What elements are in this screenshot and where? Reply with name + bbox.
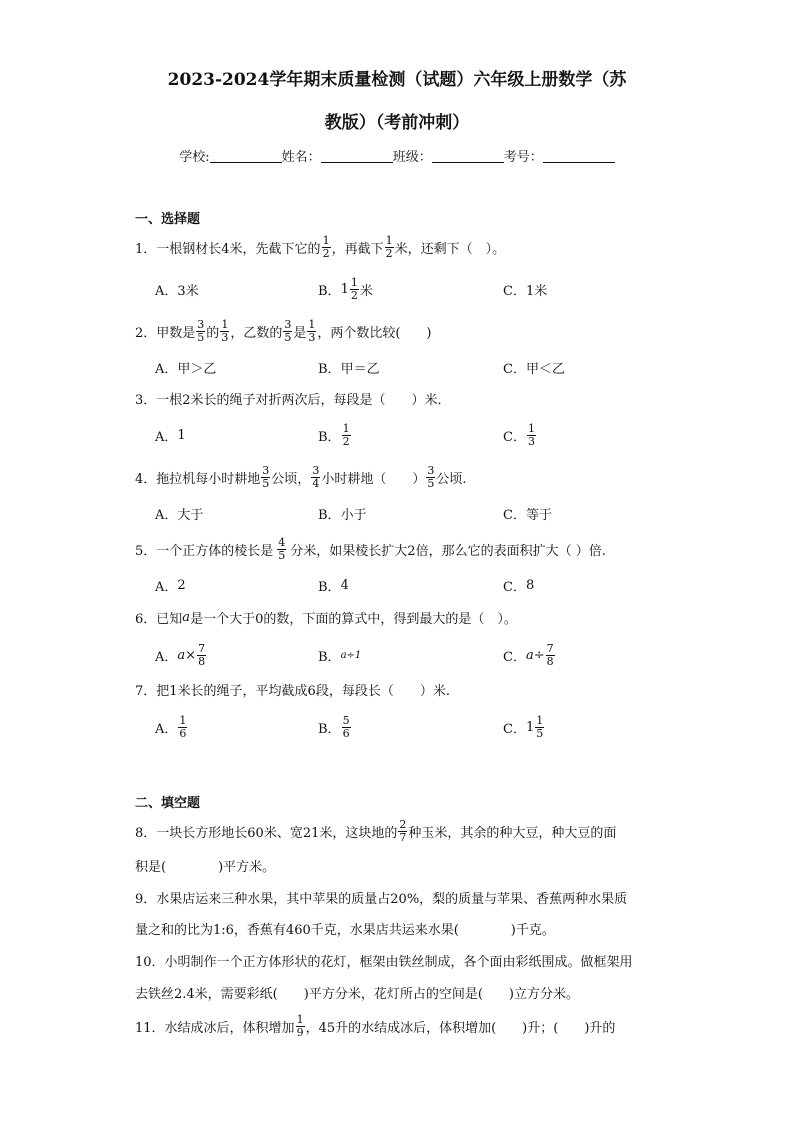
question-text: 小明制作一个正方体形状的花灯，框架由铁丝制成，各个面由彩纸围成。做框架用 (164, 954, 633, 970)
fraction (283, 319, 292, 344)
question-text: ，再截下 (331, 241, 384, 257)
options-q5 (155, 570, 655, 600)
option-c[interactable] (503, 352, 565, 382)
fraction (197, 643, 206, 668)
id-label: 考号： (503, 150, 543, 165)
option-text: 甲＝乙 (340, 361, 380, 377)
option-c[interactable] (503, 420, 537, 450)
numerator: 1 (385, 233, 393, 247)
variable-a: a (182, 609, 191, 625)
numerator: 1 (322, 233, 330, 247)
option-label: C． (503, 649, 526, 665)
question-9-line2: 量之和的比为1:6，香蕉有460千克，水果店共运来水果( )千克。 (135, 922, 555, 938)
question-number: 2． (135, 325, 157, 341)
question-8-line1 (135, 818, 665, 844)
question-6 (135, 602, 517, 632)
numerator: 2 (399, 817, 407, 831)
denominator: 2 (385, 246, 393, 260)
question-5 (135, 534, 606, 564)
denominator: 9 (296, 1025, 304, 1039)
numerator: 4 (278, 535, 286, 549)
question-number: 8． (135, 825, 157, 841)
option-c[interactable] (503, 712, 545, 742)
option-a[interactable] (155, 498, 203, 528)
question-number: 9． (135, 891, 157, 907)
name-blank[interactable] (321, 150, 393, 163)
school-blank[interactable] (210, 150, 282, 163)
option-text: 大于 (177, 507, 204, 523)
numerator: 7 (546, 641, 554, 655)
name-label: 姓名： (281, 150, 321, 165)
question-text: 拖拉机每小时耕地 (156, 471, 261, 487)
option-label: A． (155, 579, 178, 595)
option-label: A． (155, 507, 178, 523)
fraction (196, 319, 205, 344)
option-a[interactable] (155, 352, 216, 382)
option-text: 8 (525, 577, 535, 593)
option-label: B． (318, 429, 341, 445)
option-whole: 1 (525, 719, 535, 735)
class-blank[interactable] (432, 150, 504, 163)
question-text: 是 (293, 325, 307, 341)
fraction (535, 715, 544, 740)
question-7 (135, 674, 450, 704)
option-text: 甲＞乙 (177, 361, 217, 377)
option-label: A． (155, 649, 178, 665)
numerator: 1 (342, 421, 350, 435)
option-c[interactable] (503, 498, 552, 528)
numerator: 1 (179, 713, 187, 727)
fraction (385, 235, 394, 260)
denominator: 5 (278, 548, 286, 562)
school-label: 学校: (179, 150, 210, 165)
question-text: 甲数是 (156, 325, 196, 341)
option-b[interactable] (318, 352, 380, 382)
option-text: 3米 (177, 283, 199, 299)
numerator: 3 (312, 463, 320, 477)
question-text: 水果店运来三种水果，其中苹果的质量占20%，梨的质量与苹果、香蕉两种水果质 (156, 891, 628, 907)
option-c[interactable] (503, 274, 547, 304)
question-text: ，45升的水结成冰后，体积增加( )升；( )升的 (305, 1020, 616, 1036)
fraction (178, 715, 187, 740)
denominator: 8 (198, 654, 206, 668)
denominator: 2 (342, 434, 350, 448)
option-c[interactable] (503, 570, 534, 600)
option-label: B． (318, 507, 341, 523)
option-label: C． (503, 283, 526, 299)
question-number: 6． (135, 611, 157, 627)
option-label: C． (503, 579, 526, 595)
options-q6 (155, 640, 655, 670)
section-title-fill: 二、填空题 (135, 796, 201, 811)
option-label: B． (318, 649, 341, 665)
denominator: 6 (342, 726, 350, 740)
option-text: a÷1 (340, 649, 362, 661)
numerator: 1 (308, 317, 316, 331)
option-b[interactable] (318, 420, 352, 450)
option-b[interactable] (318, 640, 361, 670)
options-q1 (155, 274, 655, 304)
question-number: 5． (135, 543, 157, 559)
denominator: 2 (350, 288, 358, 302)
denominator: 5 (536, 726, 544, 740)
id-blank[interactable] (543, 150, 615, 163)
fraction (527, 423, 536, 448)
question-number: 7． (135, 683, 157, 699)
option-a[interactable] (155, 712, 188, 742)
option-variable: a (525, 647, 534, 663)
question-text: 把1米长的绳子，平均截成6段，每段长（ ）米. (156, 683, 450, 699)
option-a[interactable] (155, 570, 186, 600)
question-text: ，乙数的 (230, 325, 283, 341)
option-unit: 米 (359, 283, 373, 299)
numerator: 3 (427, 463, 435, 477)
option-label: C． (503, 361, 526, 377)
question-8-line2: 积是( )平方米。 (135, 859, 276, 875)
question-number: 10． (135, 954, 165, 970)
fraction (426, 465, 435, 490)
question-10-line2: 去铁丝2.4米，需要彩纸( )平方分米，花灯所占的空间是( )立方分米。 (135, 986, 579, 1002)
question-4 (135, 462, 466, 492)
question-text: 一个正方体的棱长是 (156, 543, 274, 559)
options-q3 (155, 420, 655, 450)
option-label: B． (318, 283, 341, 299)
option-text: 甲＜乙 (525, 361, 565, 377)
option-label: A． (155, 361, 178, 377)
numerator: 1 (536, 713, 544, 727)
numerator: 1 (221, 317, 229, 331)
fraction (342, 715, 351, 740)
question-text: 的 (206, 325, 220, 341)
numerator: 1 (350, 275, 358, 289)
numerator: 7 (198, 641, 206, 655)
question-3 (135, 383, 451, 413)
denominator: 5 (197, 330, 205, 344)
question-text: 种玉米，其余的种大豆，种大豆的面 (408, 825, 617, 841)
fraction (261, 465, 270, 490)
question-text: 一根2米长的绳子对折两次后，每段是（ ）米． (156, 392, 451, 408)
option-label: C． (503, 429, 526, 445)
question-number: 4． (135, 471, 157, 487)
fraction (307, 319, 316, 344)
class-label: 班级： (392, 150, 432, 165)
denominator: 5 (284, 330, 292, 344)
option-b[interactable] (318, 498, 367, 528)
question-text: 一根钢材长4米，先截下它的 (156, 241, 321, 257)
option-operator: × (185, 647, 197, 663)
option-label: C． (503, 507, 526, 523)
option-text: 2 (177, 577, 186, 593)
question-number: 11． (135, 1020, 165, 1036)
fraction (350, 277, 359, 302)
option-operator: ÷ (533, 647, 545, 663)
numerator: 3 (197, 317, 205, 331)
question-2 (135, 316, 432, 346)
denominator: 7 (399, 830, 407, 844)
fraction (311, 465, 320, 490)
question-text: 分米，如果棱长扩大2倍，那么它的表面积扩大（ ）倍. (290, 543, 606, 559)
exam-title-line1: 2023-2024学年期末质量检测（试题）六年级上册数学（苏 (167, 70, 627, 90)
section-title-choice: 一、选择题 (135, 212, 201, 227)
question-text: 米，还剩下（ ）。 (394, 241, 506, 257)
denominator: 4 (312, 476, 320, 490)
numerator: 5 (342, 713, 350, 727)
option-text: 1 (177, 427, 186, 443)
question-text: 水结成冰后，体积增加 (164, 1020, 295, 1036)
question-number: 1． (135, 241, 157, 257)
option-c[interactable] (503, 640, 556, 670)
question-text: 公顷. (436, 471, 467, 487)
option-label: B． (318, 721, 341, 737)
option-a[interactable] (155, 640, 207, 670)
question-text: 已知 (156, 611, 183, 627)
denominator: 3 (308, 330, 316, 344)
option-label: A． (155, 721, 178, 737)
denominator: 2 (322, 246, 330, 260)
option-text: 1米 (525, 283, 548, 299)
question-text: 小时耕地（ ） (321, 471, 426, 487)
option-label: C． (503, 721, 526, 737)
fraction (220, 319, 229, 344)
question-number: 3． (135, 392, 157, 408)
student-info-row (0, 146, 794, 165)
numerator: 3 (284, 317, 292, 331)
fraction (342, 423, 351, 448)
option-b[interactable] (318, 712, 352, 742)
fraction (277, 537, 286, 562)
option-text: 等于 (525, 507, 552, 523)
denominator: 6 (179, 726, 187, 740)
numerator: 1 (527, 421, 535, 435)
question-1 (135, 232, 505, 262)
option-a[interactable] (155, 274, 199, 304)
numerator: 3 (262, 463, 270, 477)
fraction (322, 235, 331, 260)
question-text: 公顷， (271, 471, 311, 487)
option-a[interactable] (155, 420, 186, 450)
fraction (546, 643, 555, 668)
question-text: ，两个数比较( ) (317, 325, 432, 341)
numerator: 1 (296, 1012, 304, 1026)
question-11-line1 (135, 1013, 665, 1039)
option-b[interactable] (318, 570, 349, 600)
option-label: B． (318, 579, 341, 595)
fraction (398, 819, 407, 844)
denominator: 3 (221, 330, 229, 344)
denominator: 5 (427, 476, 435, 490)
question-text: 是一个大于0的数，下面的算式中，得到最大的是（ ）。 (190, 611, 517, 627)
option-label: A． (155, 283, 178, 299)
denominator: 5 (262, 476, 270, 490)
option-text: 小于 (340, 507, 367, 523)
question-10-line1 (135, 947, 665, 973)
option-label: A． (155, 429, 178, 445)
option-whole: 1 (340, 281, 349, 297)
option-text: 4 (340, 577, 349, 593)
option-label: B． (318, 361, 341, 377)
question-text: 一块长方形地长60米、宽21米，这块地的 (156, 825, 398, 841)
option-b[interactable] (318, 274, 373, 304)
denominator: 8 (546, 654, 554, 668)
options-q4 (155, 498, 655, 528)
question-9-line1 (135, 884, 665, 910)
fraction (296, 1014, 305, 1039)
option-variable: a (177, 647, 186, 663)
options-q2 (155, 352, 655, 382)
exam-title-line2: 教版）（考前冲刺） (324, 113, 470, 133)
options-q7 (155, 712, 655, 742)
denominator: 3 (527, 434, 535, 448)
